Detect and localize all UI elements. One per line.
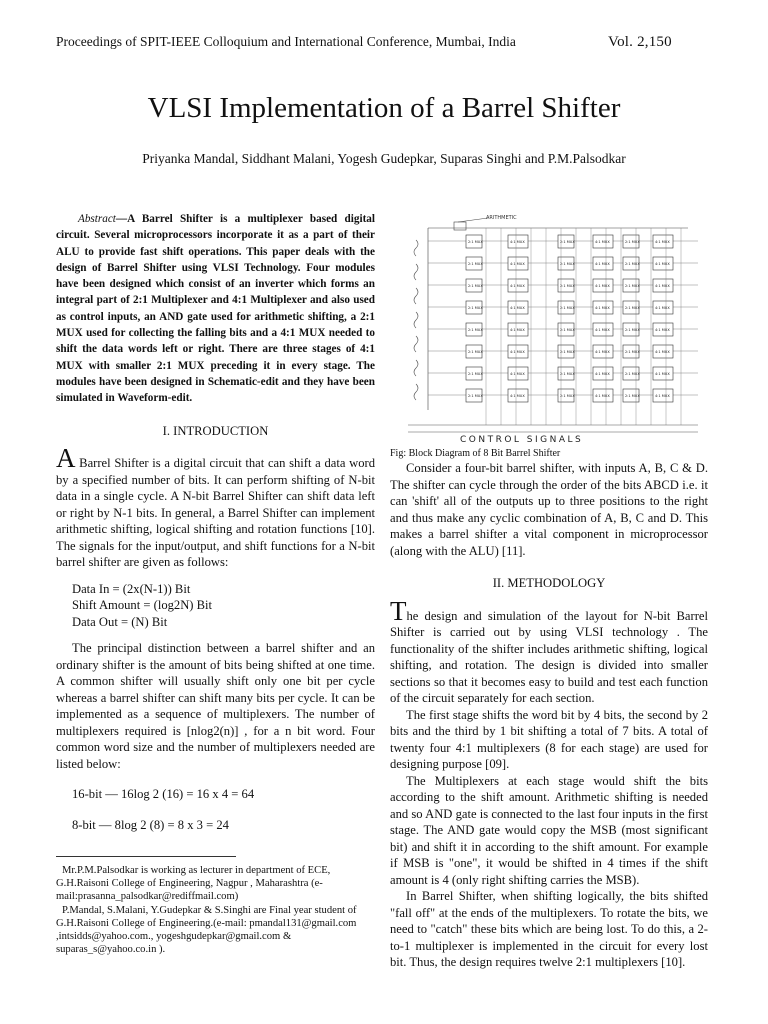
mux-label: 4:1 MUX xyxy=(655,262,670,266)
mux-label: 2:1 MUX xyxy=(560,372,575,376)
mux-label: 2:1 MUX xyxy=(560,328,575,332)
mux-label: 4:1 MUX xyxy=(655,328,670,332)
footnote-2: P.Mandal, S.Malani, Y.Gudepkar & S.Singhi are Final year student of G.H.Raisoni College of Engineering.(e-mail: pmandal131@gmail.com ,intsidds@yahoo.com., yogeshgudepkar@gmail.com & suparas_s@yahoo.co.in ). xyxy=(56,904,357,956)
footnote-1: Mr.P.M.Palsodkar is working as lecturer in department of ECE, G.H.Raisoni College of Engineering, Nagpur , Maharashtra (e-mail:prasanna_palsodkar@rediffmail.com) xyxy=(56,865,331,903)
methodology-heading: II. METHODOLOGY xyxy=(492,576,606,590)
footnotes xyxy=(56,864,375,956)
mux-label: 4:1 MUX xyxy=(510,306,525,310)
signal-formulas xyxy=(56,581,375,631)
mux-label: 2:1 MUX xyxy=(625,262,640,266)
mux-label: 2:1 MUX xyxy=(468,328,483,332)
mux-label: 4:1 MUX xyxy=(510,350,525,354)
mux-grid xyxy=(414,228,698,425)
input-arrow xyxy=(414,264,418,280)
intro-dropcap: A xyxy=(56,443,76,474)
mux-label: 2:1 MUX xyxy=(625,240,640,244)
mux-label: 4:1 MUX xyxy=(595,240,610,244)
abstract-dash: — xyxy=(115,213,128,225)
mux-label: 2:1 MUX xyxy=(560,350,575,354)
input-arrow xyxy=(414,240,418,256)
mux-label: 2:1 MUX xyxy=(625,306,640,310)
mux-label: 4:1 MUX xyxy=(595,284,610,288)
paper-title: VLSI Implementation of a Barrel Shifter xyxy=(147,92,621,124)
mux-label: 4:1 MUX xyxy=(655,284,670,288)
mux-label: 4:1 MUX xyxy=(510,262,525,266)
input-arrow xyxy=(414,288,418,304)
intro-paragraph-2: The principal distinction between a barrel shifter and an ordinary shifter is the amount of bits being shifted at one time. A common shifter will usually shift only one bit per cycle whereas a barrel shifter can shift many bits per cycle. It can be implemented as a sequence of multiplexers. The number of multiplexers required is [nlog2(n)] , for a n bit word. Four common word size and the number of multiplexers needed are listed below: xyxy=(56,641,375,771)
volume-label: Vol. 2,150 xyxy=(608,34,672,50)
mux-label: 4:1 MUX xyxy=(655,306,670,310)
figure-caption: Fig: Block Diagram of 8 Bit Barrel Shifter xyxy=(390,448,561,459)
mux-label: 2:1 MUX xyxy=(625,350,640,354)
mux-label: 2:1 MUX xyxy=(625,394,640,398)
right-paragraph-2 xyxy=(390,595,708,707)
abstract-label: Abstract xyxy=(78,213,116,225)
intro-heading: I. INTRODUCTION xyxy=(162,423,269,438)
right-column xyxy=(390,460,708,971)
mux-label: 2:1 MUX xyxy=(468,262,483,266)
mux-label: 2:1 MUX xyxy=(468,284,483,288)
input-arrow xyxy=(414,384,418,400)
abstract xyxy=(56,211,375,407)
mux-label: 4:1 MUX xyxy=(595,372,610,376)
right-paragraph-5: In Barrel Shifter, when shifting logically, the bits shifted "fall off" at the ends of the multiplexers. To rotate the bits, we need to "catch" these bits which are being lost. To do this, a 2-to-1 multiplexer is implemented in the circuit for every lost bit. Thus, the design requires twelve 2:1 multiplexers [10]. xyxy=(390,889,708,969)
mux-label: 2:1 MUX xyxy=(625,284,640,288)
mux-label: 4:1 MUX xyxy=(510,328,525,332)
mux-label: 2:1 MUX xyxy=(625,372,640,376)
mux-label: 4:1 MUX xyxy=(655,350,670,354)
mux-label: 4:1 MUX xyxy=(595,394,610,398)
mux-label: 2:1 MUX xyxy=(468,240,483,244)
mux-label: 2:1 MUX xyxy=(468,306,483,310)
right-paragraph-2-text: he design and simulation of the layout for N-bit Barrel Shifter is carried out by using VLSI technology . The functionality of the shifter includes arithmetic shifting, logical shifting, and rotation. The design is divided into smaller sections so that it becomes easy to build and test each function of the circuit separately for each section. xyxy=(390,608,708,705)
mux-label: 2:1 MUX xyxy=(560,240,575,244)
equation-16bit: 16-bit — 16log 2 (16) = 16 x 4 = 64 xyxy=(72,787,255,802)
formula-data-out: Data Out = (N) Bit xyxy=(72,614,168,629)
mux-label: 4:1 MUX xyxy=(595,306,610,310)
right-paragraph-4: The Multiplexers at each stage would shift the bits according to the shift amount. Arithmetic shifting is needed and so AND gate is connected to the last four inputs in the first stage. The AND gate would copy the MSB (most significant bit) and shift it in according to the shift amount. For example if MSB is "one", it would be shifted in 4 times if the shift amount is 4 (only right shifting carries the MSB). xyxy=(390,773,708,887)
mux-label: 4:1 MUX xyxy=(510,284,525,288)
method-dropcap: T xyxy=(390,595,407,626)
mux-label: 2:1 MUX xyxy=(468,350,483,354)
footnote-divider xyxy=(56,856,236,857)
mux-label: 2:1 MUX xyxy=(560,394,575,398)
control-signals-label: CONTROL SIGNALS xyxy=(460,435,584,445)
equation-8bit: 8-bit — 8log 2 (8) = 8 x 3 = 24 xyxy=(72,817,229,832)
mux-label: 2:1 MUX xyxy=(560,284,575,288)
mux-label: 2:1 MUX xyxy=(468,394,483,398)
input-arrow xyxy=(414,360,418,376)
arithmetic-label: ARITHMETIC xyxy=(486,215,517,221)
author-list: Priyanka Mandal, Siddhant Malani, Yogesh Gudepkar, Suparas Singhi and P.M.Palsodkar xyxy=(142,151,626,166)
intro-paragraph-1 xyxy=(56,443,375,571)
page-header xyxy=(56,34,676,54)
mux-label: 4:1 MUX xyxy=(655,240,670,244)
left-column xyxy=(56,211,375,847)
right-paragraph-1: Consider a four-bit barrel shifter, with inputs A, B, C & D. The shifter can cycle through the order of the bits ABCD i.e. it can 'shift' all of the outputs up to three positions to the right and thus make any cyclic combination of A, B, C and D. This makes a barrel shifter a vital component in microprocessor (along with the ALU) [11]. xyxy=(390,461,708,558)
formula-shift-amount: Shift Amount = (log2N) Bit xyxy=(72,598,213,613)
input-arrow xyxy=(414,336,418,352)
mux-label: 4:1 MUX xyxy=(510,394,525,398)
abstract-text: A Barrel Shifter is a multiplexer based digital circuit. Several microprocessors incorporate it as a part of their ALU to provide fast shift operations. This paper deals with the design of Barrel Shifter using VLSI Technology. Four modules have been designed which consist of an inverter which forms an integral part of 2:1 Multiplexer and 4:1 Multiplexer and also used as control inputs, an AND gate used for arithmetic shifting, a 2:1 MUX used for collecting the falling bits and a 4:1 MUX needed to shift the data words left or right. There are three stages of 4:1 MUX with smaller 2:1 MUX preceding it in every stage. The modules have been designed in Schematic-edit and they have been simulated in Waveform-edit. xyxy=(56,213,375,405)
mux-label: 2:1 MUX xyxy=(625,328,640,332)
mux-label: 4:1 MUX xyxy=(595,262,610,266)
mux-label: 2:1 MUX xyxy=(560,262,575,266)
mux-label: 4:1 MUX xyxy=(655,394,670,398)
formula-data-in: Data In = (2x(N-1)) Bit xyxy=(72,581,191,596)
input-arrow xyxy=(414,312,418,328)
proceedings-line: Proceedings of SPIT-IEEE Colloquium and International Conference, Mumbai, India xyxy=(56,34,516,49)
mux-label: 2:1 MUX xyxy=(468,372,483,376)
mux-label: 4:1 MUX xyxy=(595,350,610,354)
intro-paragraph-1-text: Barrel Shifter is a digital circuit that can shift a data word by a specified number of bits. It can perform shifting of N-bit data in a single cycle. A N-bit Barrel Shifter can shift data left or right by N-1 bits. In general, a Barrel Shifter can implement arithmetic shifting, logical shifting and rotation functions [10]. The signals for the input/output, and shift functions for a N-bit barrel shifter are given as follows: xyxy=(56,456,375,570)
mux-label: 4:1 MUX xyxy=(595,328,610,332)
mux-label: 4:1 MUX xyxy=(655,372,670,376)
mux-label: 4:1 MUX xyxy=(510,240,525,244)
right-paragraph-3: The first stage shifts the word bit by 4 bits, the second by 2 bits and the third by 1 bit shifting a total of 7 bits. A total of twenty four 4:1 multiplexers (8 for each stage) are used for designing purpose [09]. xyxy=(390,707,708,771)
mux-label: 2:1 MUX xyxy=(560,306,575,310)
barrel-shifter-block-diagram xyxy=(398,210,708,445)
mux-label: 4:1 MUX xyxy=(510,372,525,376)
